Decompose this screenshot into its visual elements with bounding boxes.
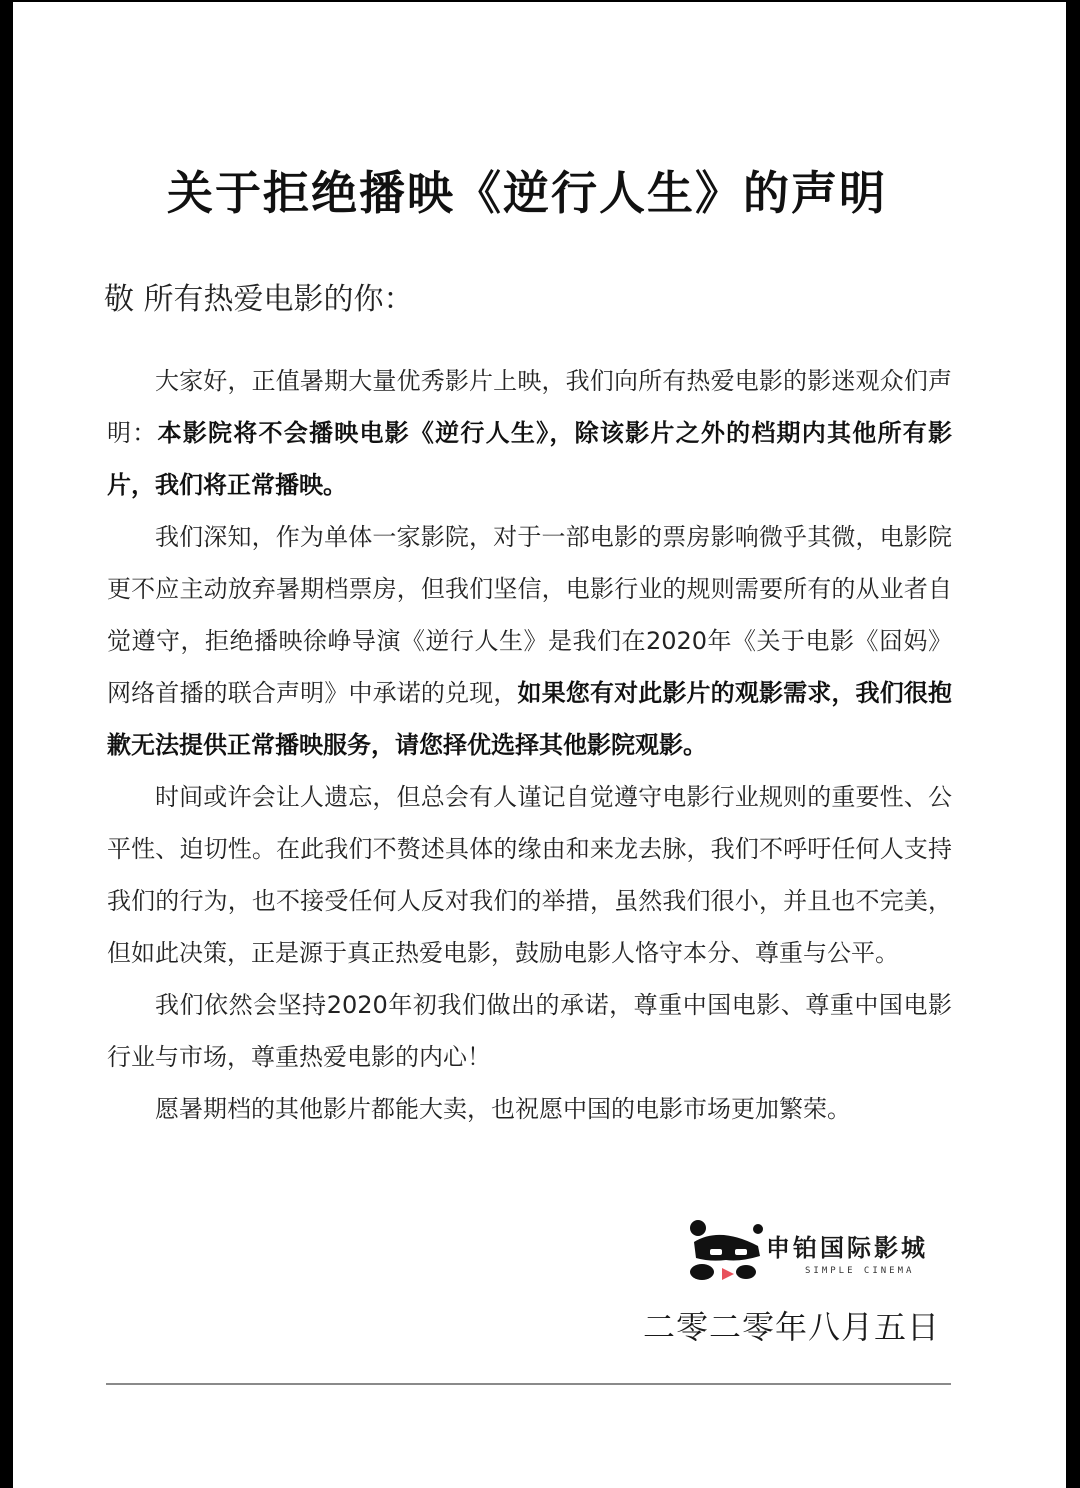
paragraph-text: 大家好，正值暑期大量优秀影片上映，我们向所有热爱电影的影迷观众们声明： [107, 367, 952, 447]
paragraph-1 [107, 355, 952, 511]
paragraph-bold-text: 如果您有对此影片的观影需求，我们很抱歉无法提供正常播映服务，请您择优选择其他影院观影。 [107, 679, 952, 759]
page-title: 关于拒绝播映《逆行人生》的声明 [167, 165, 887, 220]
panda-icon [680, 1216, 770, 1286]
divider [106, 1383, 951, 1385]
statement-date: 二零二零年八月五日 [643, 1308, 941, 1346]
paragraph-3 [107, 771, 952, 979]
paragraph-bold-text: 本影院将不会播映电影《逆行人生》，除该影片之外的档期内其他所有影片，我们将正常播映。 [107, 419, 953, 499]
cinema-name-en: SIMPLE CINEMA [805, 1266, 915, 1276]
paragraph-4 [107, 979, 952, 1083]
paragraph-text: 愿暑期档的其他影片都能大卖，也祝愿中国的电影市场更加繁荣。 [155, 1095, 851, 1123]
paragraph-text: 我们依然会坚持2020年初我们做出的承诺，尊重中国电影、尊重中国电影行业与市场，尊重热爱电影的内心！ [107, 991, 952, 1071]
statement-body [107, 355, 952, 1135]
paragraph-5 [107, 1083, 952, 1135]
cinema-name-cn: 申铂国际影城 [766, 1234, 928, 1262]
paragraph-text: 时间或许会让人遗忘，但总会有人谨记自觉遵守电影行业规则的重要性、公平性、迫切性。在此我们不赘述具体的缘由和来龙去脉，我们不呼吁任何人支持我们的行为，也不接受任何人反对我们的举措，虽然我们很小，并且也不完美，但如此决策，正是源于真正热爱电影，鼓励电影人恪守本分、尊重与公平。 [107, 783, 952, 967]
paragraph-2 [107, 511, 952, 771]
paragraph-text: 我们深知，作为单体一家影院，对于一部电影的票房影响微乎其微，电影院更不应主动放弃暑期档票房，但我们坚信，电影行业的规则需要所有的从业者自觉遵守，拒绝播映徐峥导演《逆行人生》是我们在2020年《关于电影《囧妈》网络首播的联合声明》中承诺的兑现， [107, 523, 952, 707]
cinema-logo [680, 1216, 955, 1286]
salutation: 敬 所有热爱电影的你： [104, 282, 414, 317]
